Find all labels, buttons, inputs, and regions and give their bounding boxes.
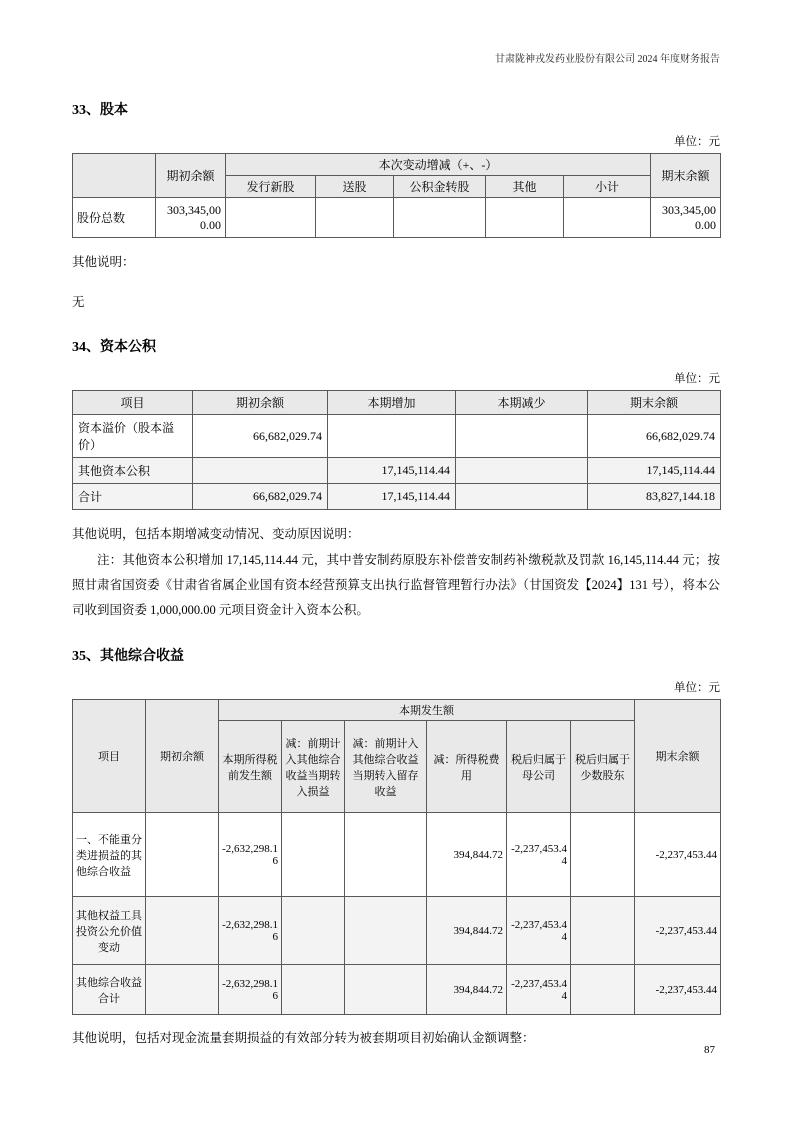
cell-after-tax-parent: -2,237,453.44 xyxy=(507,965,571,1015)
col-ending-balance: 期末余额 xyxy=(651,154,721,198)
cell-beginning xyxy=(146,965,219,1015)
table-row-other-capital-reserve xyxy=(73,458,721,484)
col-change-group: 本次变动增减（+、-） xyxy=(226,154,651,176)
cell-ending: 17,145,114.44 xyxy=(588,458,721,484)
col-new-shares-issued: 发行新股 xyxy=(226,176,316,198)
table-row-equity-instrument-fair-value xyxy=(73,897,721,965)
cell-income-tax: 394,844.72 xyxy=(427,897,507,965)
cell-beginning xyxy=(146,813,219,897)
cell-beginning: 66,682,029.74 xyxy=(193,484,328,510)
col-after-tax-minority: 税后归属于少数股东 xyxy=(571,721,635,813)
cell-after-tax-minority xyxy=(571,965,635,1015)
cell-increase: 17,145,114.44 xyxy=(328,484,456,510)
col-item: 项目 xyxy=(73,700,146,813)
unit-label-34: 单位：元 xyxy=(674,373,720,385)
cell-transfer-to-pl xyxy=(282,965,345,1015)
cell-after-tax-parent: -2,237,453.44 xyxy=(507,897,571,965)
cell-after-tax-parent: -2,237,453.44 xyxy=(507,813,571,897)
row-label: 资本溢价（股本溢价） xyxy=(73,415,193,458)
col-after-tax-parent: 税后归属于母公司 xyxy=(507,721,571,813)
other-note-33: 无 xyxy=(72,295,85,309)
cell-increase: 17,145,114.44 xyxy=(328,458,456,484)
cell-decrease xyxy=(456,415,588,458)
cell-pretax: -2,632,298.16 xyxy=(219,897,282,965)
row-label: 合计 xyxy=(73,484,193,510)
col-subtotal: 小计 xyxy=(564,176,651,198)
col-beginning-balance: 期初余额 xyxy=(193,391,328,415)
col-transfer-to-profit-loss: 减：前期计入其他综合收益当期转入损益 xyxy=(282,721,345,813)
cell-transfer-to-retained xyxy=(345,965,427,1015)
cell-after-tax-minority xyxy=(571,813,635,897)
col-beginning-balance: 期初余额 xyxy=(146,700,219,813)
row-label: 其他权益工具投资公允价值变动 xyxy=(73,897,146,965)
section-33-title: 33、股本 xyxy=(72,103,128,118)
cell-ending: -2,237,453.44 xyxy=(635,813,721,897)
table-row-non-reclassifiable-oci xyxy=(73,813,721,897)
cell-ending: -2,237,453.44 xyxy=(635,965,721,1015)
section-35-title: 35、其他综合收益 xyxy=(72,649,184,664)
col-period-increase: 本期增加 xyxy=(328,391,456,415)
table-row-total-shares xyxy=(73,198,721,238)
col-ending-balance: 期末余额 xyxy=(588,391,721,415)
col-item: 项目 xyxy=(73,391,193,415)
other-note-label-34: 其他说明，包括本期增减变动情况、变动原因说明： xyxy=(72,527,360,541)
cell-decrease xyxy=(456,484,588,510)
corner-cell xyxy=(73,154,156,198)
cell-income-tax: 394,844.72 xyxy=(427,813,507,897)
other-note-label-35: 其他说明，包括对现金流量套期损益的有效部分转为被套期项目初始确认金额调整： xyxy=(72,1031,535,1045)
cell-other xyxy=(486,198,564,238)
unit-label-33: 单位：元 xyxy=(674,136,720,148)
table-row-share-premium xyxy=(73,415,721,458)
cell-decrease xyxy=(456,458,588,484)
col-income-tax-expense: 减：所得税费用 xyxy=(427,721,507,813)
row-label: 其他综合收益合计 xyxy=(73,965,146,1015)
cell-ending: 83,827,144.18 xyxy=(588,484,721,510)
cell-reserve-to-shares xyxy=(394,198,486,238)
cell-income-tax: 394,844.72 xyxy=(427,965,507,1015)
page-number: 87 xyxy=(704,1044,715,1056)
cell-beginning xyxy=(193,458,328,484)
col-bonus-shares: 送股 xyxy=(316,176,394,198)
row-label: 股份总数 xyxy=(73,198,156,238)
cell-beginning xyxy=(146,897,219,965)
cell-increase xyxy=(328,415,456,458)
cell-after-tax-minority xyxy=(571,897,635,965)
col-beginning-balance: 期初余额 xyxy=(156,154,226,198)
col-reserve-to-shares: 公积金转股 xyxy=(394,176,486,198)
cell-new-shares xyxy=(226,198,316,238)
cell-pretax: -2,632,298.16 xyxy=(219,965,282,1015)
col-period-decrease: 本期减少 xyxy=(456,391,588,415)
cell-transfer-to-retained xyxy=(345,897,427,965)
row-label: 一、不能重分类进损益的其他综合收益 xyxy=(73,813,146,897)
cell-ending: 303,345,000.00 xyxy=(651,198,721,238)
col-ending-balance: 期末余额 xyxy=(635,700,721,813)
unit-label-35: 单位：元 xyxy=(674,682,720,694)
cell-transfer-to-pl xyxy=(282,897,345,965)
table-row-oci-total xyxy=(73,965,721,1015)
capital-reserve-table xyxy=(72,390,721,510)
col-transfer-to-retained-earnings: 减：前期计入其他综合收益当期转入留存收益 xyxy=(345,721,427,813)
cell-beginning: 66,682,029.74 xyxy=(193,415,328,458)
section-34-title: 34、资本公积 xyxy=(72,340,156,355)
col-pretax-amount: 本期所得税前发生额 xyxy=(219,721,282,813)
other-comprehensive-income-table xyxy=(72,699,721,1015)
cell-subtotal xyxy=(564,198,651,238)
cell-beginning: 303,345,000.00 xyxy=(156,198,226,238)
table-row-total xyxy=(73,484,721,510)
col-current-period-group: 本期发生额 xyxy=(219,700,635,721)
cell-transfer-to-pl xyxy=(282,813,345,897)
cell-ending: -2,237,453.44 xyxy=(635,897,721,965)
cell-pretax: -2,632,298.16 xyxy=(219,813,282,897)
cell-bonus-shares xyxy=(316,198,394,238)
capital-reserve-note: 注：其他资本公积增加 17,145,114.44 元，其中普安制药原股东补偿普安制药补缴税款及罚款 16,145,114.44 元；按照甘肃省国资委《甘肃省省属企业国有资本经营预算支出执行监督管理暂行办法》（甘国资发【2024】131 号），将本公司收到国资委 1,000,000.00 元项目资金计入资本公积。 xyxy=(72,553,720,617)
row-label: 其他资本公积 xyxy=(73,458,193,484)
other-note-label-33: 其他说明： xyxy=(72,255,135,269)
col-other: 其他 xyxy=(486,176,564,198)
share-capital-table xyxy=(72,153,721,238)
document-header: 甘肃陇神戎发药业股份有限公司 2024 年度财务报告 xyxy=(495,54,720,65)
cell-ending: 66,682,029.74 xyxy=(588,415,721,458)
cell-transfer-to-retained xyxy=(345,813,427,897)
